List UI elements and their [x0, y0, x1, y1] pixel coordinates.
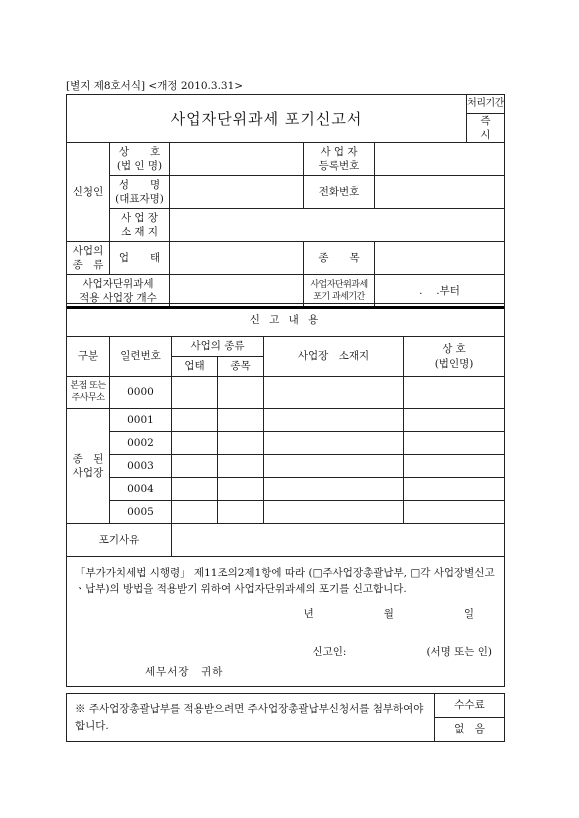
sub-address[interactable] — [264, 501, 404, 524]
waiver-reason-label: 포기사유 — [67, 524, 172, 557]
form-title: 사업자단위과세 포기신고서 — [67, 95, 467, 143]
trade-name-label: 상 호 (법 인 명) — [110, 143, 170, 176]
declaration-block — [67, 557, 505, 687]
sub-serial: 0003 — [110, 455, 172, 478]
day-label: 일 — [463, 607, 475, 620]
sub-category[interactable] — [172, 478, 218, 501]
sub-category[interactable] — [172, 501, 218, 524]
sub-serial: 0004 — [110, 478, 172, 501]
business-item-field[interactable] — [375, 242, 505, 275]
col-category: 업태 — [172, 357, 218, 377]
business-category-label: 업 태 — [110, 242, 170, 275]
sub-item[interactable] — [218, 432, 264, 455]
waiver-reason-field[interactable] — [172, 524, 505, 557]
sub-trade-name[interactable] — [404, 432, 505, 455]
sub-address[interactable] — [264, 478, 404, 501]
recipient: 세무서장 귀하 — [145, 666, 224, 679]
business-category-field[interactable] — [170, 242, 304, 275]
business-reg-no-label: 사 업 자 등록번호 — [304, 143, 375, 176]
head-office-trade-name[interactable] — [404, 377, 505, 409]
business-address-field[interactable] — [170, 209, 505, 242]
sub-item[interactable] — [218, 478, 264, 501]
signature-label: (서명 또는 인) — [426, 645, 493, 658]
representative-name-label: 성 명 (대표자명) — [110, 176, 170, 209]
business-item-label: 종 목 — [304, 242, 375, 275]
applicant-table — [66, 94, 512, 309]
head-office-category[interactable] — [172, 377, 218, 409]
sub-category[interactable] — [172, 432, 218, 455]
reporter-label: 신고인: — [312, 645, 347, 658]
col-type: 구분 — [67, 337, 110, 377]
col-address: 사업장 소재지 — [264, 337, 404, 377]
head-office-label: 본점 또는 주사무소 — [67, 377, 110, 409]
sub-address[interactable] — [264, 409, 404, 432]
fee-value: 없 음 — [435, 718, 505, 742]
head-office-serial: 0000 — [110, 377, 172, 409]
business-address-label: 사 업 장 소 재 지 — [110, 209, 170, 242]
year-label: 년 — [303, 607, 314, 620]
sub-item[interactable] — [218, 455, 264, 478]
head-office-address[interactable] — [264, 377, 404, 409]
sub-category[interactable] — [172, 455, 218, 478]
declaration-date — [75, 606, 496, 622]
sub-category[interactable] — [172, 409, 218, 432]
sub-serial: 0002 — [110, 432, 172, 455]
processing-period-label: 처리기간 — [467, 95, 505, 114]
waiver-period-label: 사업자단위과세 포기 과세기간 — [304, 275, 375, 308]
phone-label: 전화번호 — [304, 176, 375, 209]
form-header-note: [별지 제8호서식] <개정 2010.3.31> — [66, 80, 244, 92]
phone-field[interactable] — [375, 176, 505, 209]
sub-trade-name[interactable] — [404, 478, 505, 501]
sub-address[interactable] — [264, 455, 404, 478]
report-section-title: 신 고 내 용 — [67, 304, 505, 337]
sub-serial: 0005 — [110, 501, 172, 524]
declaration-text: 「부가가치세법 시행령」 제11조의2제1항에 따라 (□주사업장총괄납부, □각 사업장별신고ㆍ납부)의 방법을 적용받기 위하여 사업자단위과세의 포기를 신고합니다. — [75, 567, 495, 596]
applicant-label: 신청인 — [67, 143, 110, 242]
unit-count-label: 사업자단위과세 적용 사업장 개수 — [67, 275, 170, 308]
business-reg-no-field[interactable] — [375, 143, 505, 176]
fee-label: 수수료 — [435, 694, 505, 718]
col-serial: 일련번호 — [110, 337, 172, 377]
sub-address[interactable] — [264, 432, 404, 455]
report-table — [66, 303, 505, 687]
head-office-item[interactable] — [218, 377, 264, 409]
col-business-type: 사업의 종류 — [172, 337, 264, 357]
reporter-signature — [75, 644, 496, 660]
sub-trade-name[interactable] — [404, 501, 505, 524]
sub-serial: 0001 — [110, 409, 172, 432]
col-item: 종목 — [218, 357, 264, 377]
sub-trade-name[interactable] — [404, 409, 505, 432]
business-type-label: 사업의 종 류 — [67, 242, 110, 275]
waiver-period-field[interactable]: . .부터 — [375, 275, 505, 308]
processing-period-value: 즉 시 — [467, 114, 505, 143]
representative-name-field[interactable] — [170, 176, 304, 209]
sub-trade-name[interactable] — [404, 455, 505, 478]
sub-item[interactable] — [218, 409, 264, 432]
col-trade-name: 상 호 (법인명) — [404, 337, 505, 377]
sub-item[interactable] — [218, 501, 264, 524]
attachment-notice: ※ 주사업장총괄납부를 적용받으려면 주사업장총괄납부신청서를 첨부하여야 합니다. — [67, 694, 435, 742]
trade-name-field[interactable] — [170, 143, 304, 176]
notice-table — [66, 693, 505, 742]
month-label: 월 — [383, 607, 394, 620]
sub-business-label: 종 된 사업장 — [67, 409, 110, 524]
